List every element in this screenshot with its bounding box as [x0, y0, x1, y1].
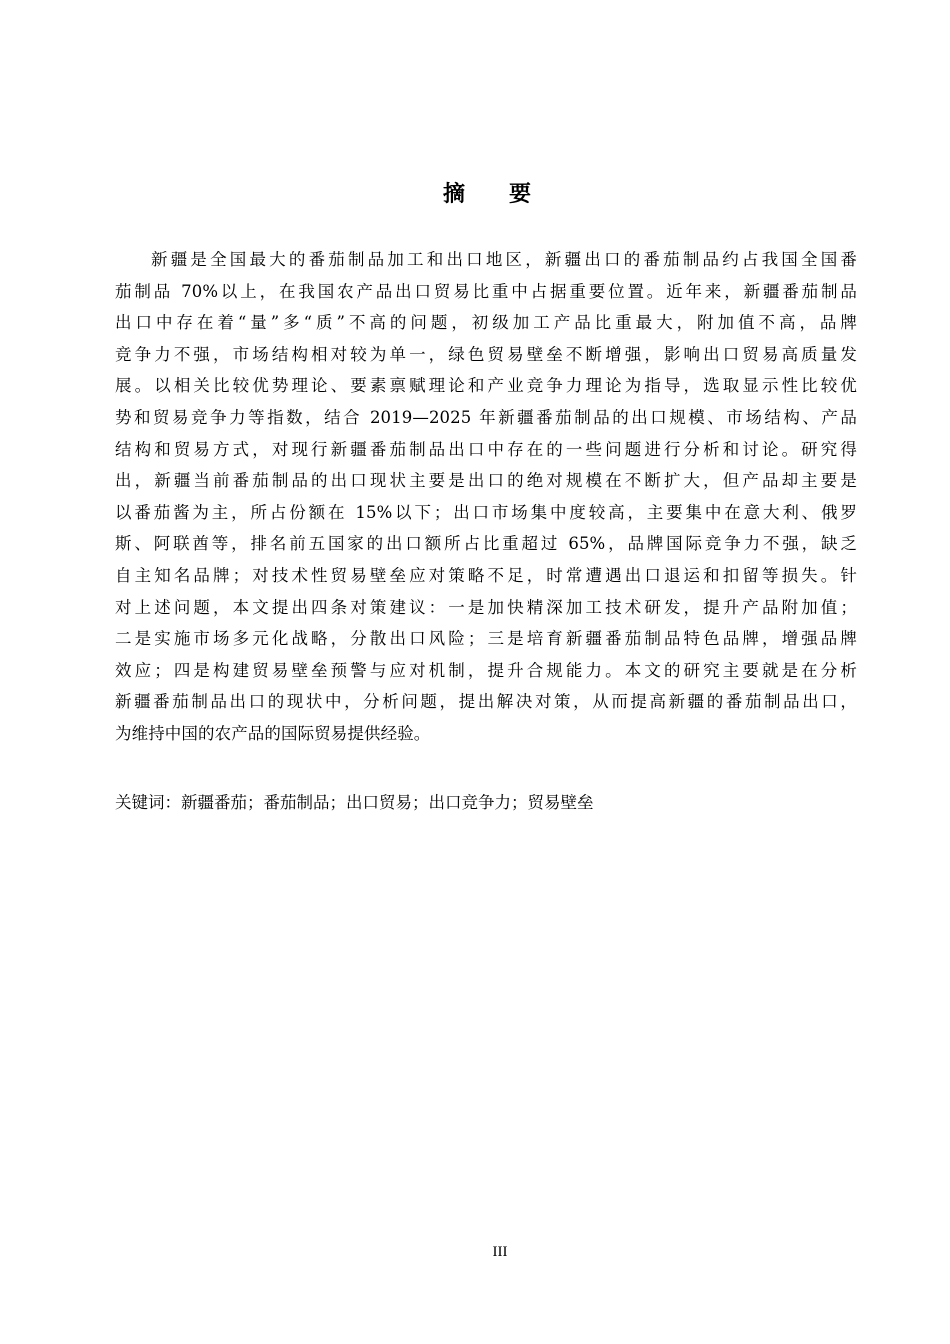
page-number: III: [492, 1244, 508, 1260]
abstract-line: 竞争力不强，市场结构相对较为单一，绿色贸易壁垒不断增强，影响出口贸易高质量发: [115, 344, 857, 364]
abstract-line: 新疆是全国最大的番茄制品加工和出口地区，新疆出口的番茄制品约占我国全国番: [151, 250, 857, 269]
keywords: [115, 789, 857, 817]
abstract-line: 为维持中国的农产品的国际贸易提供经验。: [115, 723, 431, 743]
abstract-line: 茄制品 70%以上，在我国农产品出口贸易比重中占据重要位置。近年来，新疆番茄制品: [115, 281, 857, 301]
abstract-line: 结构和贸易方式，对现行新疆番茄制品出口中存在的一些问题进行分析和讨论。研究得: [115, 439, 857, 459]
abstract-line: 展。以相关比较优势理论、要素禀赋理论和产业竞争力理论为指导，选取显示性比较优: [115, 376, 857, 396]
abstract-line: 自主知名品牌；对技术性贸易壁垒应对策略不足，时常遭遇出口退运和扣留等损失。针: [115, 565, 857, 585]
keywords-label: 关键词：: [115, 793, 181, 812]
abstract-line: 出，新疆当前番茄制品的出口现状主要是出口的绝对规模在不断扩大，但产品却主要是: [115, 471, 857, 491]
abstract-line: 对上述问题，本文提出四条对策建议：一是加快精深加工技术研发，提升产品附加值；: [115, 597, 857, 617]
abstract-line: 出口中存在着“量”多“质”不高的问题，初级加工产品比重最大，附加值不高，品牌: [115, 313, 857, 333]
abstract-line: 效应；四是构建贸易壁垒预警与应对机制，提升合规能力。本文的研究主要就是在分析: [115, 660, 857, 680]
abstract-line: 斯、阿联酋等，排名前五国家的出口额所占比重超过 65%，品牌国际竞争力不强，缺乏: [115, 534, 857, 554]
abstract-line: 新疆番茄制品出口的现状中，分析问题，提出解决对策，从而提高新疆的番茄制品出口，: [115, 692, 857, 712]
abstract-body: [115, 244, 857, 750]
abstract-line: 势和贸易竞争力等指数，结合 2019—2025 年新疆番茄制品的出口规模、市场结构、产品: [115, 407, 857, 427]
abstract-title-part1: 摘: [442, 182, 465, 207]
abstract-line: 二是实施市场多元化战略，分散出口风险；三是培育新疆番茄制品特色品牌，增强品牌: [115, 629, 857, 649]
keywords-text: 新疆番茄；番茄制品；出口贸易；出口竞争力；贸易壁垒: [181, 793, 594, 812]
abstract-title-part2: 要: [509, 182, 532, 207]
abstract-line: 以番茄酱为主，所占份额在 15%以下；出口市场集中度较高，主要集中在意大利、俄罗: [115, 502, 857, 522]
abstract-title: [0, 180, 950, 210]
